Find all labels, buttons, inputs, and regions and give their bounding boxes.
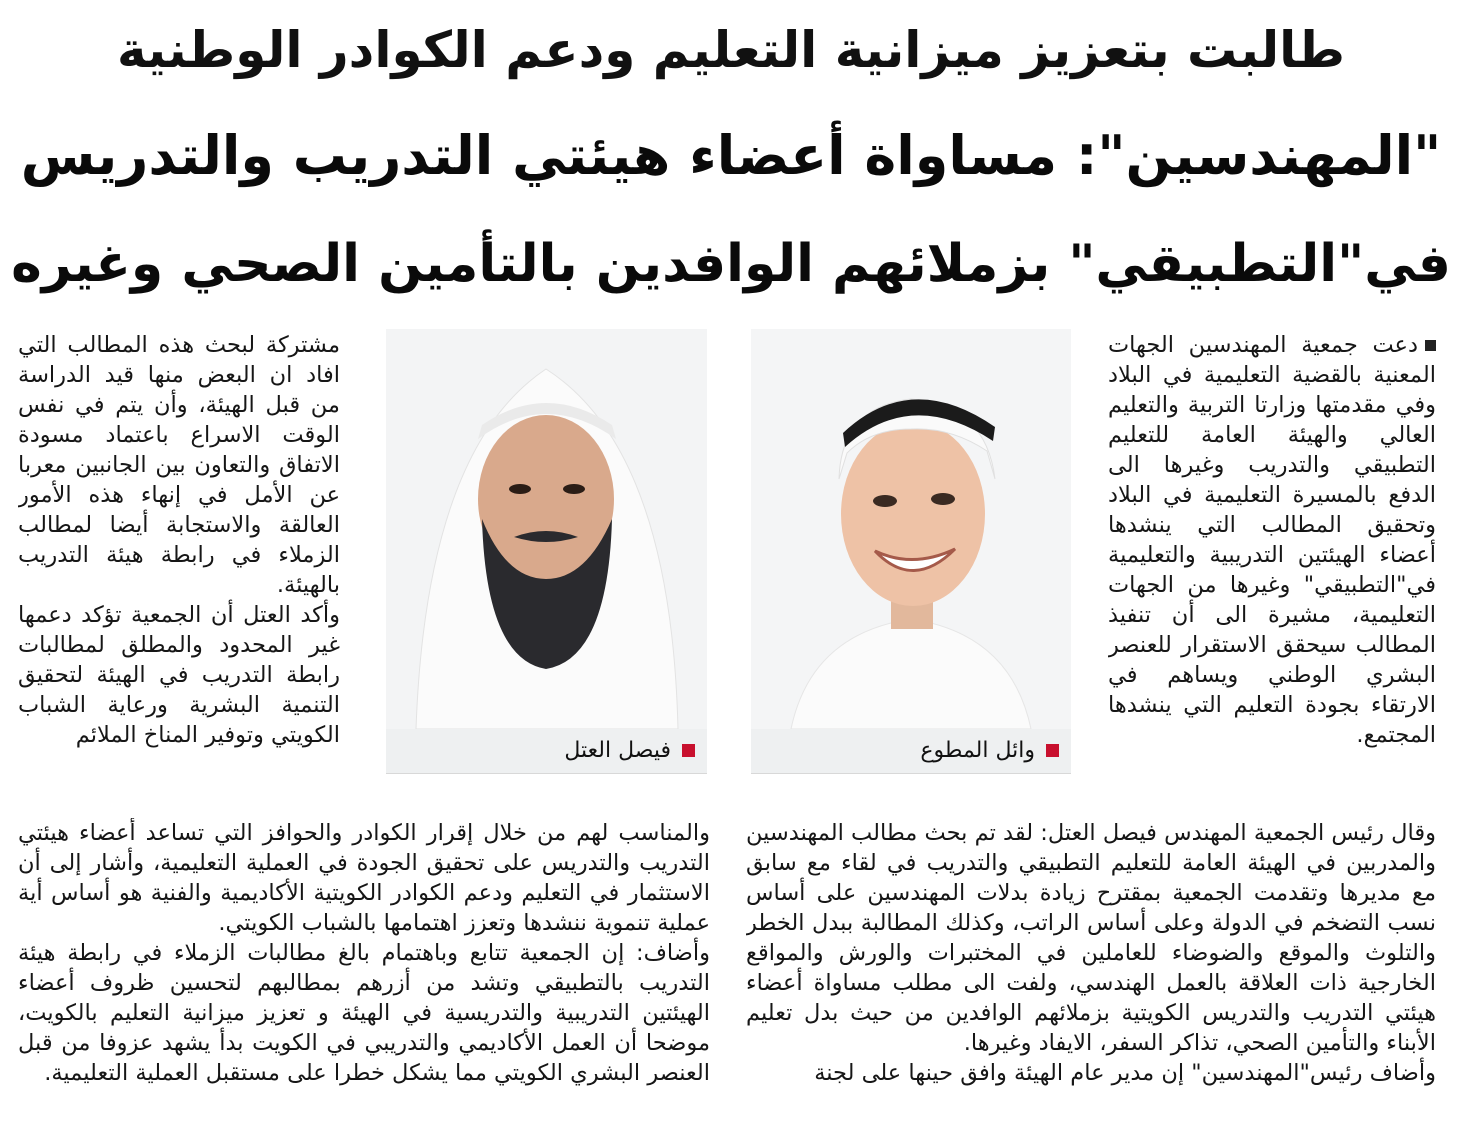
- photo-caption-faisal: [386, 729, 707, 774]
- caption-marker-icon: [1046, 744, 1059, 757]
- paragraph: مشتركة لبحث هذه المطالب التي افاد ان البعض منها قيد الدراسة من قبل الهيئة، وأن يتم في نفس الوقت الاسراع باعتماد مسودة الاتفاق والتعاون بين الجانبين معربا عن الأمل في إنهاء هذه الأمور العالقة والاستجابة أيضا لمطالب الزملاء في رابطة هيئة التدريب بالهيئة.: [18, 332, 340, 598]
- paragraph: وأضاف: إن الجمعية تتابع وباهتمام بالغ مطالبات الزملاء في رابطة هيئة التدريب بالتطبيقي وتشد من أزرهم بمطالبهم لتحسين ظروف أعضاء الهيئتين التدريبية والتدريسية في الهيئة و تعزيز ميزانية التعليم بالكويت، موضحا أن العمل الأكاديمي والتدريبي في الكويت بدأ يشهد عزوفا من قبل العنصر البشري الكويتي مما يشكل خطرا على مستقبل العملية التعليمية.: [18, 940, 710, 1086]
- caption-text: فيصل العتل: [564, 738, 671, 763]
- article-column-bottom-left: [18, 818, 710, 1140]
- caption-text: وائل المطوع: [920, 738, 1035, 763]
- column-right-text: دعت جمعية المهندسين الجهات المعنية بالقضية التعليمية في البلاد وفي مقدمتها وزارتا التربية والتعليم العالي والهيئة العامة للتعليم التطبيقي والتدريب وغيرها الى الدفع بالمسيرة التعليمية في البلاد وتحقيق المطالب التي ينشدها أعضاء الهيئتين التدريبية والتعليمية في"التطبيقي" وغيرها من الجهات التعليمية، مشيرة الى أن تنفيذ المطالب سيحقق الاستقرار للعنصر البشري الوطني ويساهم في الارتقاء بجودة التعليم التي ينشدها المجتمع.: [1108, 332, 1436, 748]
- article-column-bottom-right: [746, 818, 1436, 1140]
- photo-caption-wael: [751, 729, 1071, 774]
- article-column-right: [1108, 330, 1436, 816]
- kicker-headline: طالبت بتعزيز ميزانية التعليم ودعم الكوادر الوطنية: [116, 21, 1346, 79]
- paragraph: والمناسب لهم من خلال إقرار الكوادر والحوافز التي تساعد أعضاء هيئتي التدريب والتدريس على تحقيق الجودة في العملية التعليمية، وأشار إلى أن الاستثمار في التعليم ودعم الكوادر الكويتية الأكاديمية والفنية هو أساس أية عملية تنموية ننشدها وتعزز اهتمامها بالشباب الكويتي.: [18, 820, 710, 936]
- main-headline-line-2: في"التطبيقي" بزملائهم الوافدين بالتأمين الصحي وغيره: [11, 234, 1451, 294]
- caption-marker-icon: [682, 744, 695, 757]
- paragraph: وأكد العتل أن الجمعية تؤكد دعمها غير المحدود والمطلق لمطالبات رابطة التدريب في الهيئة لتحقيق التنمية البشرية ورعاية الشباب الكويتي وتوفير المناخ الملائم: [18, 602, 340, 748]
- article-column-left-top: [18, 330, 340, 816]
- main-headline-line-1: "المهندسين": مساواة أعضاء هيئتي التدريب والتدريس: [20, 124, 1442, 187]
- photo-wael-almutawa: [751, 329, 1071, 729]
- photo-faisal-alatel: [386, 329, 707, 729]
- paragraph: وقال رئيس الجمعية المهندس فيصل العتل: لقد تم بحث مطالب المهندسين والمدربين في الهيئة العامة للتعليم التطبيقي والتدريب في لقاء مع سابق مع مديرها وتقدمت الجمعية بمقترح زيادة بدلات المهندسين على أساس نسب التضخم في الدولة وعلى أساس الراتب، وكذلك المطالبة ببدل الخطر والتلوث والموقع والضوضاء للعاملين في المختبرات والورش والمواقع الخارجية ذات العلاقة بالعمل الهندسي، ولفت الى مطلب مساواة أعضاء هيئتي التدريب والتدريس الكويتية بزملائهم الوافدين من حيث بدل تعليم الأبناء والتأمين الصحي، تذاكر السفر، الايفاد وغيرها.: [746, 820, 1436, 1056]
- portrait-image: [751, 329, 1071, 729]
- paragraph: وأضاف رئيس"المهندسين" إن مدير عام الهيئة وافق حينها على لجنة: [814, 1060, 1436, 1086]
- paragraph-bullet-icon: [1425, 340, 1436, 351]
- portrait-image: [386, 329, 707, 729]
